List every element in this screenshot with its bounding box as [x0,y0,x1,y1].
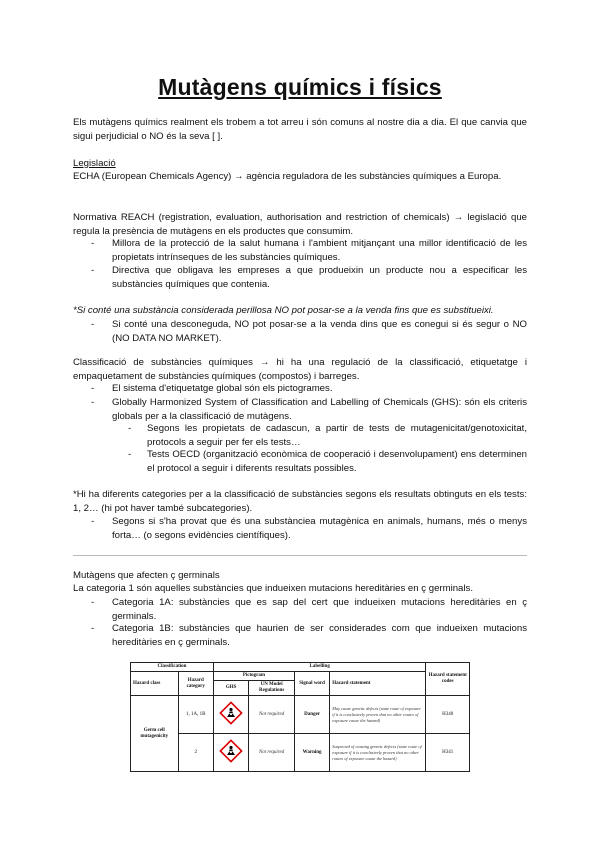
cell-signal-word: Warning [294,734,329,772]
cell-signal-word: Danger [294,696,329,734]
cell-code: H340 [426,696,470,734]
germinals-bullet-1: Categoria 1A: substàncies que es sap del cert que indueixen mutacions hereditàries en ç germinals. [112,597,527,622]
health-hazard-pictogram-icon [219,701,243,725]
health-hazard-pictogram-icon [219,739,243,763]
categories-note: *Hi ha diferents categories per a la classificació de substàncies segons els resultats obtinguts en els tests: 1, 2… (hi pot haver també subcategories). [73,489,527,514]
reach-bullet-1: Millora de la protecció de la salut humana i l'ambient mitjançant una millor identificació de les propietats intrínseques de les substàncies químiques. [112,238,527,263]
classificacio-paragraph: Classificació de substàncies químiques → hi ha una regulació de la classificació, etiquetatge i empaquetament de substàncies químiques (compostos) i barreges. [73,357,527,382]
ghs-classification-table [130,662,470,772]
classificacio-bullet-1: El sistema d'etiquetatge global són els pictogrames. [112,383,333,394]
cell-hazard-class: Germ cell mutagenicity [131,696,179,772]
intro-paragraph: Els mutàgens químics realment els trobem a tot arreu i són comuns al nostre dia a dia. El que canvia que sigui perjudicial o NO és la seva [ ]. [73,117,527,142]
cell-hazard-statement: Suspected of causing genetic defects (state route of exposure if it is conclusively proven that no other routes of exposure cause the hazard) [330,734,426,772]
table-row [131,734,470,772]
legislacio-heading: Legislació [73,158,116,169]
th-signal-word: Signal word [294,672,329,696]
bullet-dash: - [91,238,95,249]
perillosa-note: *Si conté una substància considerada perillosa NO pot posar-se a la venda fins que es substitueixi. [73,305,494,316]
cell-category: 2 [178,734,213,772]
bullet-dash: - [91,319,95,330]
cell-category: 1, 1A, 1B [178,696,213,734]
th-classification: Classification [131,663,214,672]
cell-hazard-statement: May cause genetic defects (state route of exposure if it is conclusively proven that no other routes of exposure cause the hazard) [330,696,426,734]
th-ghs: GHS [213,681,248,696]
subbullet-dash: - [128,423,132,434]
germinals-bullet-2: Categoria 1B: substàncies que haurien de ser considerades com que indueixen mutacions hereditàries en ç germinals. [112,623,527,648]
cell-pictogram [213,696,248,734]
th-labelling: Labelling [213,663,425,672]
th-hazard-category: Hazard category [178,672,213,696]
th-pictogram: Pictogram [213,672,294,681]
th-un-model: UN Model Regulations [249,681,295,696]
germinals-heading: Mutàgens que afecten ç germinals [73,570,220,581]
cell-code: H341 [426,734,470,772]
table-row [131,696,470,734]
th-hazard-statement: Hazard statement [330,672,426,696]
th-hazard-class: Hazard class [131,672,179,696]
classificacio-subbullet-2: Tests OECD (organització econòmica de cooperació i desenvolupament) ens determinen el protocol a seguir i diferents resultats possibles. [147,449,527,474]
bullet-dash: - [91,383,95,394]
th-statement-codes: Hazard statement codes [426,663,470,696]
ghs-table-figure [130,662,470,780]
cell-un-model: Not required [249,696,295,734]
page-title: Mutàgens químics i físics [158,74,442,100]
bullet-dash: - [91,397,95,408]
section-divider [73,555,527,556]
reach-bullet-2: Directiva que obligava les empreses a que produeixin un producte nou a especificar les substàncies químiques que contenia. [112,265,527,290]
subbullet-dash: - [128,449,132,460]
categories-bullet-1: Segons si s'ha provat que és una substànciea mutagènica en animals, humans, més o menys forta… (o segons evidències científiques). [112,516,527,541]
echa-paragraph: ECHA (European Chemicals Agency) → agència reguladora de les substàncies químiques a Europa. [73,171,502,182]
classificacio-subbullet-1: Segons les propietats de cadascun, a partir de tests de mutagenicitat/genotoxicitat, protocols a seguir per fer els tests… [147,423,527,448]
reach-paragraph: Normativa REACH (registration, evaluation, authorisation and restriction of chemicals) → legislació que regula la presència de mutàgens en els productes que consumim. [73,212,527,237]
bullet-dash: - [91,265,95,276]
germinals-paragraph: La categoria 1 són aquelles substàncies que indueixen mutacions hereditàries en ç germinals. [73,583,473,594]
cell-un-model: Not required [249,734,295,772]
bullet-dash: - [91,516,95,527]
bullet-dash: - [91,623,95,634]
bullet-dash: - [91,597,95,608]
classificacio-bullet-2: Globally Harmonized System of Classification and Labelling of Chemicals (GHS): són els criteris globals per a la classificació de mutàgens. [112,397,527,422]
perillosa-bullet-1: Si conté una desconeguda, NO pot posar-se a la venda dins que es conegui si és segur o NO (NO DATA NO MARKET). [112,319,527,344]
cell-pictogram [213,734,248,772]
